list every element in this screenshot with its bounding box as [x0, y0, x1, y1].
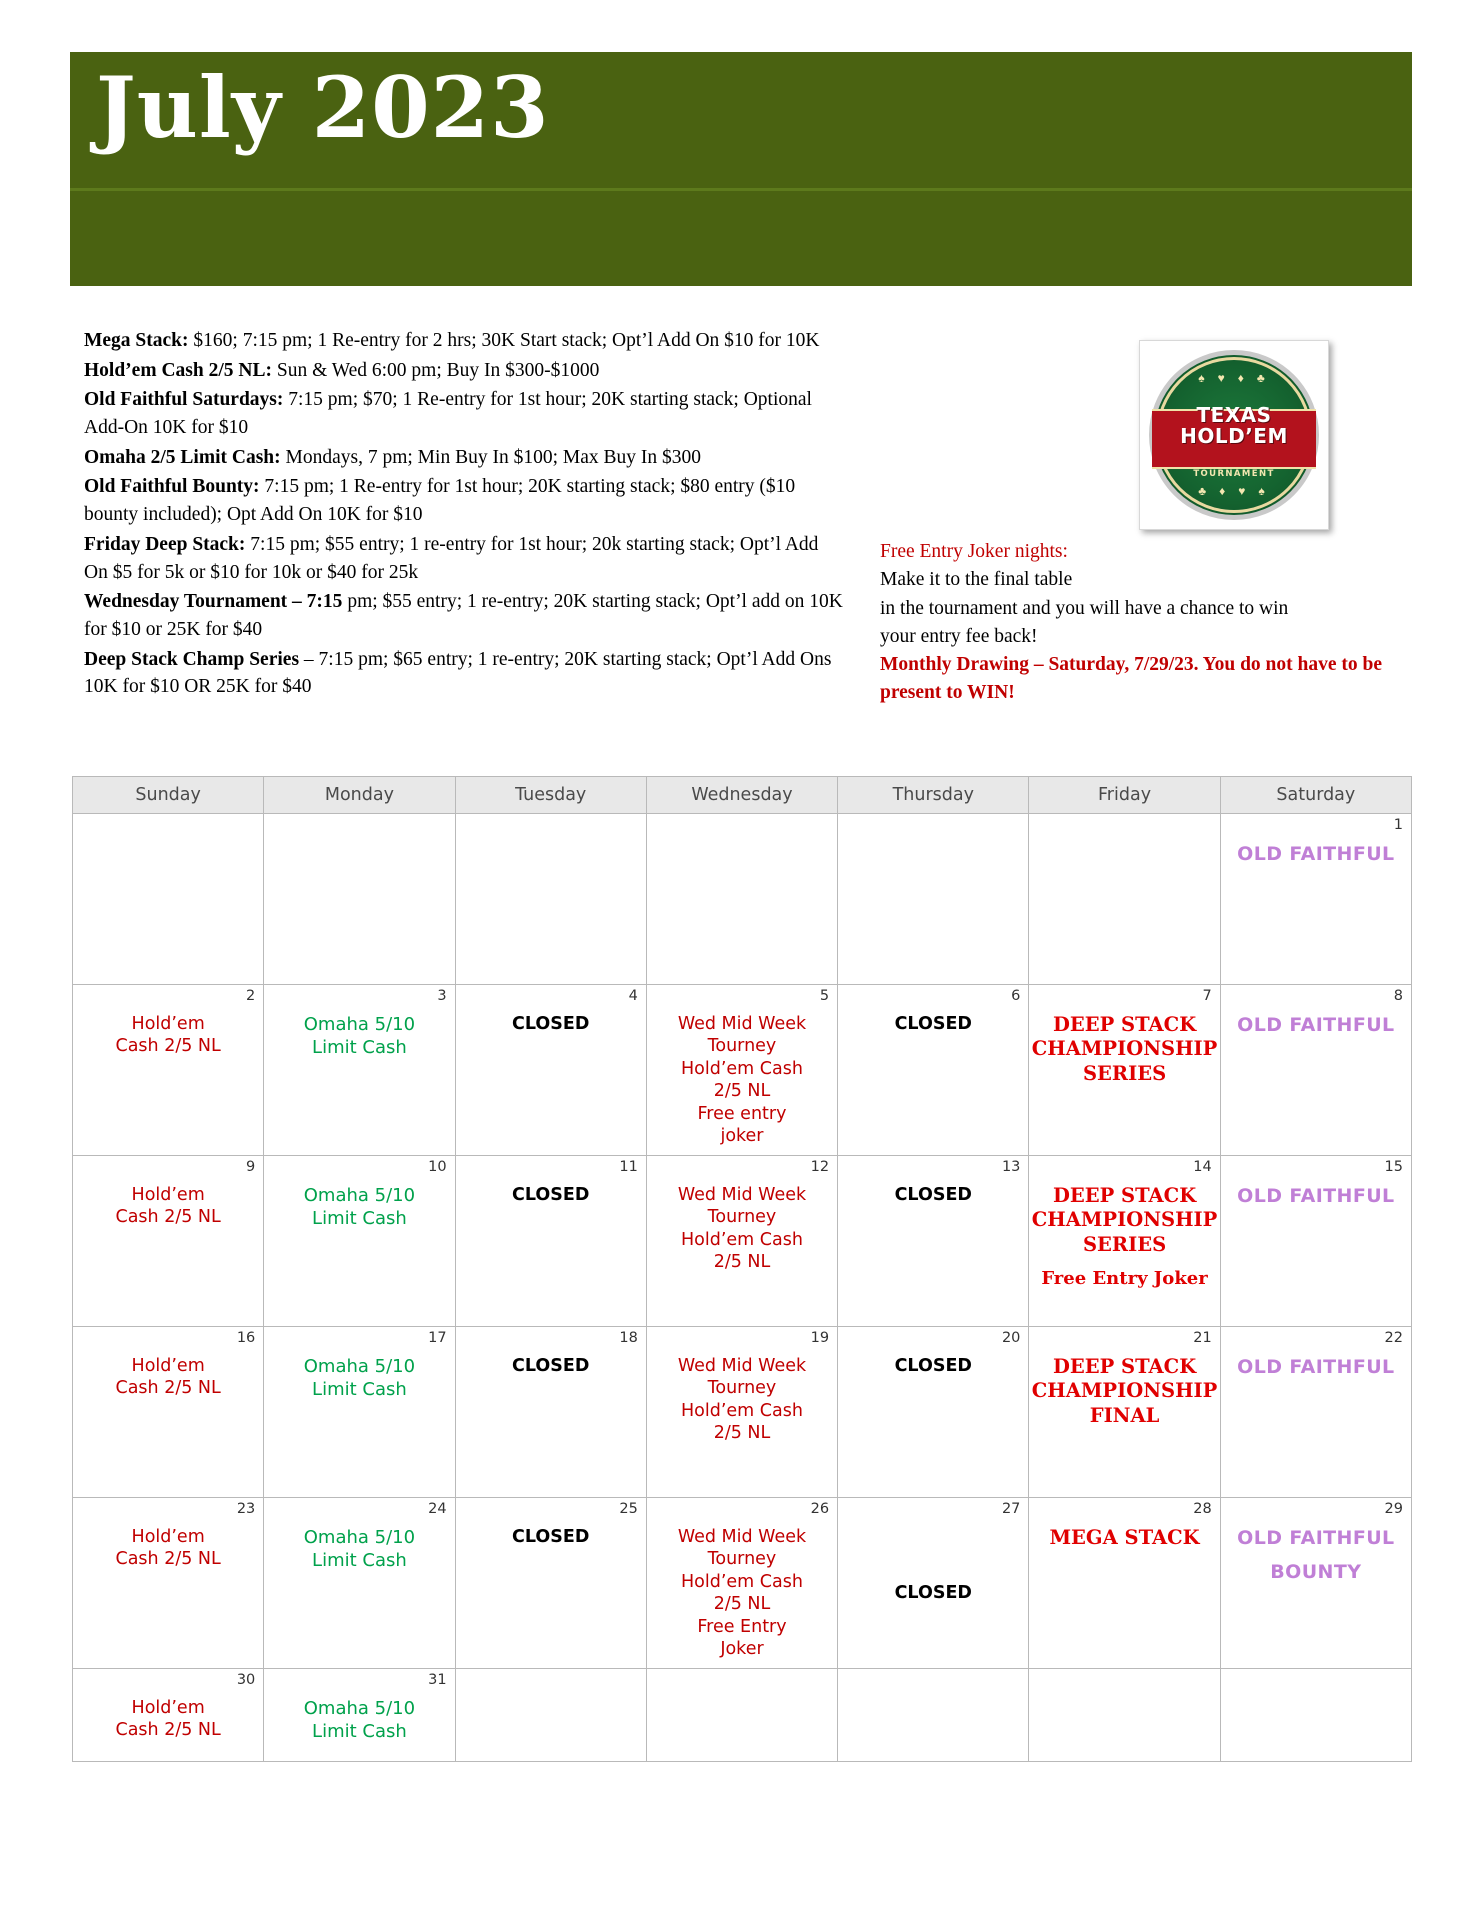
- day-number: 19: [810, 1330, 830, 1346]
- event-closed: CLOSED: [894, 1014, 972, 1034]
- calendar-day-29[interactable]: [1220, 1498, 1411, 1669]
- calendar-day-empty[interactable]: [264, 814, 455, 985]
- day-events: [264, 1327, 454, 1401]
- info-line-2: [84, 357, 844, 385]
- event-omaha: Omaha 5/10 Limit Cash: [303, 1356, 416, 1401]
- card-suits-icon-bottom: ♣ ♦ ♥ ♠: [1198, 484, 1270, 498]
- calendar-day-empty[interactable]: [455, 1669, 646, 1762]
- day-number: 18: [619, 1330, 638, 1346]
- day-events: [1221, 1156, 1411, 1208]
- day-number: 3: [437, 988, 447, 1004]
- day-number: 11: [619, 1159, 638, 1175]
- calendar-day-6[interactable]: [838, 985, 1029, 1156]
- calendar-day-15[interactable]: [1220, 1156, 1411, 1327]
- day-events: [456, 985, 646, 1035]
- day-number: 26: [810, 1501, 830, 1517]
- info-line-label: Wednesday Tournament – 7:15: [84, 591, 343, 613]
- calendar-day-30[interactable]: [73, 1669, 264, 1762]
- calendar-header-row: [73, 777, 1412, 814]
- day-events: [456, 1669, 646, 1697]
- calendar-weekday-sunday: Sunday: [73, 777, 264, 814]
- day-events: [73, 1156, 263, 1229]
- day-number: 22: [1384, 1330, 1403, 1346]
- calendar-week-row: [73, 814, 1412, 985]
- calendar-day-23[interactable]: [73, 1498, 264, 1669]
- event-deep: DEEP STACK CHAMPIONSHIP SERIES: [1031, 1013, 1218, 1085]
- day-events: [456, 1327, 646, 1377]
- calendar-day-27[interactable]: [838, 1498, 1029, 1669]
- day-number: 14: [1193, 1159, 1212, 1175]
- event-closed: CLOSED: [512, 1185, 590, 1205]
- event-deep: DEEP STACK CHAMPIONSHIP SERIES: [1031, 1184, 1218, 1256]
- event-omaha: Omaha 5/10 Limit Cash: [303, 1185, 416, 1230]
- calendar-day-22[interactable]: [1220, 1327, 1411, 1498]
- event-closed: CLOSED: [894, 1356, 972, 1376]
- event-oldfaithful: OLD FAITHFUL: [1237, 843, 1395, 865]
- day-events: [264, 814, 454, 842]
- calendar-day-12[interactable]: [646, 1156, 837, 1327]
- calendar-weekday-friday: Friday: [1029, 777, 1220, 814]
- event-joker-bold: Free Entry Joker: [1041, 1268, 1208, 1290]
- event-closed-late: CLOSED: [894, 1583, 972, 1603]
- calendar-day-8[interactable]: [1220, 985, 1411, 1156]
- event-wed: Wed Mid Week Tourney Hold’em Cash 2/5 NL Free entry joker: [677, 1014, 807, 1146]
- event-deep: DEEP STACK CHAMPIONSHIP FINAL: [1031, 1355, 1218, 1427]
- calendar-day-empty[interactable]: [838, 814, 1029, 985]
- calendar-week-row: [73, 1498, 1412, 1669]
- calendar-day-16[interactable]: [73, 1327, 264, 1498]
- calendar-day-9[interactable]: [73, 1156, 264, 1327]
- event-wed: Wed Mid Week Tourney Hold’em Cash 2/5 NL: [677, 1185, 807, 1273]
- texas-holdem-logo: [1139, 340, 1329, 530]
- day-events: [456, 814, 646, 842]
- event-omaha: Omaha 5/10 Limit Cash: [303, 1698, 416, 1743]
- day-number: 21: [1193, 1330, 1212, 1346]
- calendar-day-20[interactable]: [838, 1327, 1029, 1498]
- calendar-day-2[interactable]: [73, 985, 264, 1156]
- event-oldfaithful: OLD FAITHFUL: [1237, 1356, 1395, 1378]
- day-events: [647, 814, 837, 842]
- day-events: [647, 1669, 837, 1697]
- day-number: 31: [428, 1672, 447, 1688]
- event-omaha: Omaha 5/10 Limit Cash: [303, 1014, 416, 1059]
- day-number: 9: [246, 1159, 256, 1175]
- day-number: 2: [246, 988, 256, 1004]
- day-events: [264, 1669, 454, 1743]
- info-line-3: [84, 386, 844, 441]
- event-holdem: Hold’em Cash 2/5 NL: [115, 1698, 221, 1741]
- calendar-day-empty[interactable]: [1029, 1669, 1220, 1762]
- day-events: [838, 1327, 1028, 1377]
- calendar-day-11[interactable]: [455, 1156, 646, 1327]
- day-number: 25: [619, 1501, 638, 1517]
- day-number: 20: [1001, 1330, 1021, 1346]
- free-entry-joker-note: [880, 538, 1390, 708]
- day-events: [838, 985, 1028, 1035]
- day-number: 10: [428, 1159, 447, 1175]
- event-wed: Wed Mid Week Tourney Hold’em Cash 2/5 NL Free Entry Joker: [677, 1527, 807, 1659]
- calendar-week-row: [73, 1156, 1412, 1327]
- calendar-day-21[interactable]: [1029, 1327, 1220, 1498]
- calendar-day-14[interactable]: [1029, 1156, 1220, 1327]
- day-number: 15: [1384, 1159, 1403, 1175]
- info-line-text: – 7:15 pm; $65 entry; 1 re-entry; 20K starting stack; Opt’l Add Ons 10K for $10 OR 25K for $40: [84, 648, 832, 698]
- day-events: [1029, 1327, 1219, 1428]
- event-oldfaithful: OLD FAITHFUL: [1237, 1185, 1395, 1207]
- day-number: 27: [1001, 1501, 1021, 1517]
- event-holdem: Hold’em Cash 2/5 NL: [115, 1185, 221, 1228]
- day-events: [73, 985, 263, 1058]
- calendar-day-19[interactable]: [646, 1327, 837, 1498]
- calendar-weekday-tuesday: Tuesday: [455, 777, 646, 814]
- day-number: 30: [236, 1672, 256, 1688]
- calendar-weekday-thursday: Thursday: [838, 777, 1029, 814]
- calendar-day-5[interactable]: [646, 985, 837, 1156]
- event-wed: Wed Mid Week Tourney Hold’em Cash 2/5 NL: [677, 1356, 807, 1444]
- day-events: [1221, 814, 1411, 866]
- day-number: 29: [1384, 1501, 1403, 1517]
- info-line-1: [84, 327, 844, 355]
- day-number: 24: [428, 1501, 447, 1517]
- info-line-8: [84, 646, 844, 701]
- event-closed: CLOSED: [512, 1014, 590, 1034]
- day-events: [1029, 1669, 1219, 1697]
- joker-line-3: in the tournament and you will have a chance to win: [880, 597, 1289, 619]
- calendar-day-3[interactable]: [264, 985, 455, 1156]
- day-events: [264, 985, 454, 1059]
- calendar-day-13[interactable]: [838, 1156, 1029, 1327]
- info-line-text: 7:15 pm; 1 Re-entry for 1st hour; 20K starting stack; $80 entry ($10 bounty included); Opt Add On 10K for $10: [84, 476, 796, 526]
- calendar-day-24[interactable]: [264, 1498, 455, 1669]
- info-line-label: Old Faithful Saturdays:: [84, 389, 284, 411]
- event-mega: MEGA STACK: [1049, 1526, 1200, 1549]
- calendar-week-row: [73, 1669, 1412, 1762]
- calendar-day-empty[interactable]: [838, 1669, 1029, 1762]
- day-number: 28: [1193, 1501, 1212, 1517]
- day-events: [73, 814, 263, 842]
- event-holdem: Hold’em Cash 2/5 NL: [115, 1356, 221, 1399]
- day-events: [264, 1156, 454, 1230]
- day-number: 23: [236, 1501, 256, 1517]
- calendar-day-18[interactable]: [455, 1327, 646, 1498]
- calendar-day-25[interactable]: [455, 1498, 646, 1669]
- calendar-day-28[interactable]: [1029, 1498, 1220, 1669]
- info-line-text: 7:15 pm; $55 entry; 1 re-entry for 1st hour; 20k starting stack; Opt’l Add On $5 for 5k or $10 for 10k or $40 for 25k: [84, 533, 819, 583]
- calendar-day-31[interactable]: [264, 1669, 455, 1762]
- calendar-weekday-wednesday: Wednesday: [646, 777, 837, 814]
- day-number: 5: [819, 988, 830, 1004]
- info-line-label: Old Faithful Bounty:: [84, 476, 260, 498]
- info-line-text: 7:15 pm; $70; 1 Re-entry for 1st hour; 20K starting stack; Optional Add-On 10K for $10: [84, 389, 812, 439]
- day-events: [1029, 814, 1219, 842]
- calendar-day-empty[interactable]: [646, 1669, 837, 1762]
- joker-line-2: Make it to the final table: [880, 569, 1073, 591]
- calendar-day-17[interactable]: [264, 1327, 455, 1498]
- calendar-weekday-saturday: Saturday: [1220, 777, 1411, 814]
- tournament-info-block: [84, 327, 844, 703]
- info-line-label: Hold’em Cash 2/5 NL:: [84, 359, 272, 381]
- calendar-week-row: [73, 1327, 1412, 1498]
- calendar-day-empty[interactable]: [1220, 1669, 1411, 1762]
- info-line-text: Sun & Wed 6:00 pm; Buy In $300-$1000: [271, 359, 600, 381]
- day-events: [1029, 1498, 1219, 1551]
- day-number: 7: [1202, 988, 1212, 1004]
- day-events: [1221, 985, 1411, 1037]
- header-divider-line: [70, 188, 1412, 191]
- day-events: [1221, 1327, 1411, 1379]
- day-events: [1029, 985, 1219, 1086]
- calendar-day-26[interactable]: [646, 1498, 837, 1669]
- joker-line-1: Free Entry Joker nights:: [880, 541, 1068, 562]
- info-line-5: [84, 473, 844, 528]
- day-events: [1029, 1156, 1219, 1290]
- logo-title-line2: HOLD’EM: [1180, 424, 1288, 448]
- event-holdem: Hold’em Cash 2/5 NL: [115, 1014, 221, 1057]
- logo-title-line1: TEXAS: [1196, 403, 1272, 427]
- calendar-day-empty[interactable]: [1029, 814, 1220, 985]
- day-number: 17: [428, 1330, 447, 1346]
- day-events: [647, 1156, 837, 1274]
- day-number: 1: [1393, 817, 1403, 833]
- day-number: 8: [1393, 988, 1403, 1004]
- day-events: [73, 1327, 263, 1400]
- info-line-text: Mondays, 7 pm; Min Buy In $100; Max Buy In $300: [280, 446, 701, 468]
- calendar-weekday-monday: Monday: [264, 777, 455, 814]
- joker-line-4: your entry fee back!: [880, 625, 1038, 647]
- info-line-text: pm; $55 entry; 1 re-entry; 20K starting stack; Opt’l add on 10K for $10 or 25K for $40: [84, 591, 843, 640]
- day-events: [838, 1156, 1028, 1206]
- info-line-6: [84, 531, 844, 586]
- event-closed: CLOSED: [512, 1356, 590, 1376]
- day-number: 6: [1011, 988, 1021, 1004]
- event-oldfaithful: BOUNTY: [1270, 1561, 1362, 1584]
- joker-monthly-drawing: Monthly Drawing – Saturday, 7/29/23. You do not have to be present to WIN!: [880, 654, 1383, 704]
- day-events: [838, 1498, 1028, 1604]
- info-line-label: Deep Stack Champ Series: [84, 648, 300, 670]
- info-line-label: Omaha 2/5 Limit Cash:: [84, 446, 281, 468]
- day-events: [647, 1498, 837, 1660]
- logo-title: [1140, 405, 1328, 447]
- info-line-7: [84, 588, 844, 643]
- info-line-text: $160; 7:15 pm; 1 Re-entry for 2 hrs; 30K Start stack; Opt’l Add On $10 for 10K: [188, 330, 820, 351]
- calendar-week-row: [73, 985, 1412, 1156]
- day-number: 12: [810, 1159, 830, 1175]
- event-closed: CLOSED: [512, 1527, 590, 1547]
- day-events: [73, 1669, 263, 1742]
- day-number: 13: [1001, 1159, 1021, 1175]
- calendar-day-empty[interactable]: [455, 814, 646, 985]
- event-oldfaithful: OLD FAITHFUL: [1237, 1014, 1395, 1036]
- day-events: [456, 1498, 646, 1548]
- card-suits-icon-top: ♠ ♥ ♦ ♣: [1198, 371, 1270, 385]
- info-line-label: Mega Stack:: [84, 330, 189, 351]
- day-events: [647, 1327, 837, 1445]
- calendar-day-7[interactable]: [1029, 985, 1220, 1156]
- calendar-day-4[interactable]: [455, 985, 646, 1156]
- event-closed: CLOSED: [894, 1185, 972, 1205]
- info-line-4: [84, 444, 844, 472]
- day-events: [264, 1498, 454, 1572]
- page-title: July 2023: [96, 58, 550, 157]
- info-line-label: Friday Deep Stack:: [84, 533, 246, 555]
- calendar-day-10[interactable]: [264, 1156, 455, 1327]
- day-events: [838, 1669, 1028, 1697]
- day-number: 4: [628, 988, 638, 1004]
- day-events: [73, 1498, 263, 1571]
- event-oldfaithful: OLD FAITHFUL: [1237, 1527, 1395, 1549]
- monthly-calendar: [72, 776, 1412, 1762]
- calendar-day-empty[interactable]: [73, 814, 264, 985]
- day-events: [1221, 1498, 1411, 1585]
- day-events: [1221, 1669, 1411, 1697]
- day-events: [456, 1156, 646, 1206]
- logo-subtitle: TOURNAMENT: [1193, 469, 1275, 479]
- calendar-day-1[interactable]: [1220, 814, 1411, 985]
- day-events: [647, 985, 837, 1147]
- event-omaha: Omaha 5/10 Limit Cash: [303, 1527, 416, 1572]
- day-number: 16: [236, 1330, 256, 1346]
- calendar-day-empty[interactable]: [646, 814, 837, 985]
- day-events: [838, 814, 1028, 842]
- event-holdem: Hold’em Cash 2/5 NL: [115, 1527, 221, 1570]
